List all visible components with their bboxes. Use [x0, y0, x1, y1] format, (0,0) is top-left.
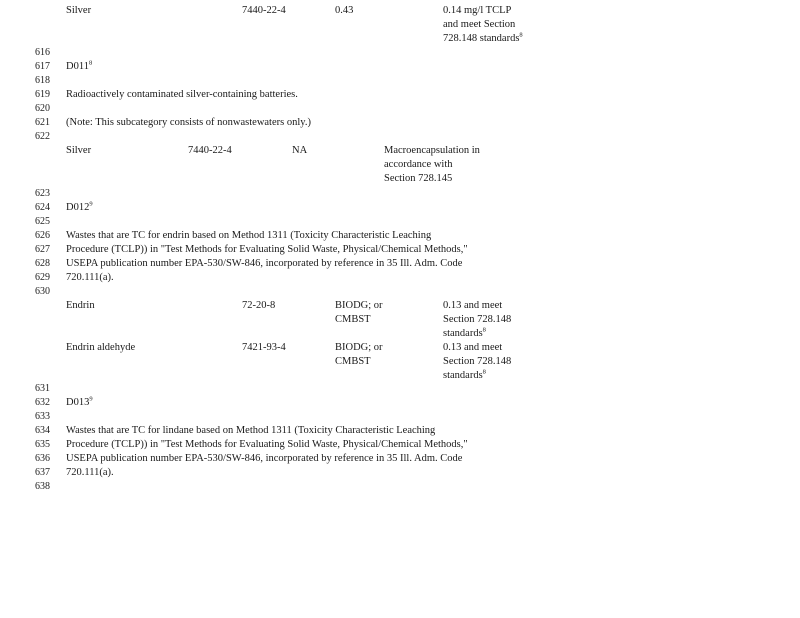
- line-number: 632: [35, 397, 50, 408]
- line-number: 634: [35, 425, 50, 436]
- footnote-ref: 8: [482, 368, 486, 376]
- nonwastewater-standard-line: Macroencapsulation in: [384, 145, 480, 156]
- waste-code-heading: [66, 395, 93, 409]
- nonwastewater-text: standards: [443, 370, 483, 381]
- waste-code: D011: [66, 61, 89, 72]
- nonwastewater-standard-line: and meet Section: [443, 19, 516, 30]
- line-number: 626: [35, 230, 50, 241]
- nonwastewater-standard-line: Section 728.145: [384, 173, 453, 184]
- constituent-name: Silver: [66, 5, 92, 16]
- nonwastewater-standard-line: 0.14 mg/l TCLP: [443, 5, 512, 16]
- nonwastewater-standard-line: [443, 368, 486, 382]
- line-number: 619: [35, 89, 50, 100]
- waste-code-heading: [66, 200, 93, 214]
- line-number: 622: [35, 131, 50, 142]
- constituent-name: Endrin aldehyde: [66, 342, 136, 353]
- line-number: 628: [35, 258, 50, 269]
- nonwastewater-standard-line: [443, 31, 523, 45]
- nonwastewater-standard-line: Section 728.148: [443, 356, 512, 367]
- nonwastewater-standard-line: Section 728.148: [443, 314, 512, 325]
- line-number: 631: [35, 383, 50, 394]
- line-number: 625: [35, 216, 50, 227]
- line-number: 623: [35, 188, 50, 199]
- waste-code: D012: [66, 202, 90, 213]
- line-number: 635: [35, 439, 50, 450]
- wastewater-standard-line: BIODG; or: [335, 342, 383, 353]
- wastewater-standard-line: BIODG; or: [335, 300, 383, 311]
- waste-description-line: 720.111(a).: [66, 272, 114, 283]
- footnote-ref: 8: [88, 59, 93, 67]
- constituent-name: Silver: [66, 145, 92, 156]
- waste-description-line: Procedure (TCLP)) in "Test Methods for Evaluating Solid Waste, Physical/Chemical Methods,": [66, 244, 468, 255]
- subcategory-note: (Note: This subcategory consists of nonwastewaters only.): [66, 117, 311, 128]
- line-number: 633: [35, 411, 50, 422]
- line-number: 618: [35, 75, 50, 86]
- wastewater-standard-line: CMBST: [335, 356, 371, 367]
- waste-description-line: 720.111(a).: [66, 467, 114, 478]
- line-number: 630: [35, 286, 50, 297]
- cas-number: 72-20-8: [242, 300, 276, 311]
- line-number: 638: [35, 481, 50, 492]
- nonwastewater-standard-line: [443, 326, 486, 340]
- footnote-ref: 8: [519, 31, 523, 39]
- line-number: 636: [35, 453, 50, 464]
- footnote-ref: 8: [482, 326, 486, 334]
- line-number: 621: [35, 117, 50, 128]
- line-number: 617: [35, 61, 50, 72]
- waste-description-line: Wastes that are TC for endrin based on Method 1311 (Toxicity Characteristic Leaching: [66, 230, 432, 241]
- waste-description-line: Wastes that are TC for lindane based on Method 1311 (Toxicity Characteristic Leaching: [66, 425, 436, 436]
- footnote-ref: 9: [89, 200, 93, 208]
- cas-number: 7421-93-4: [242, 342, 286, 353]
- line-number: 637: [35, 467, 50, 478]
- wastewater-standard: 0.43: [335, 5, 354, 16]
- wastewater-standard: NA: [292, 145, 308, 156]
- cas-number: 7440-22-4: [188, 145, 232, 156]
- waste-description-line: USEPA publication number EPA-530/SW-846, incorporated by reference in 35 Ill. Adm. Code: [66, 258, 463, 269]
- waste-description-line: USEPA publication number EPA-530/SW-846, incorporated by reference in 35 Ill. Adm. Code: [66, 453, 463, 464]
- line-number: 624: [35, 202, 50, 213]
- line-number: 616: [35, 47, 50, 58]
- line-number: 620: [35, 103, 50, 114]
- nonwastewater-standard-line: 0.13 and meet: [443, 342, 503, 353]
- line-number: 627: [35, 244, 50, 255]
- nonwastewater-standard-line: 0.13 and meet: [443, 300, 503, 311]
- waste-code: D013: [66, 397, 90, 408]
- footnote-ref: 9: [89, 395, 93, 403]
- waste-description-line: Procedure (TCLP)) in "Test Methods for Evaluating Solid Waste, Physical/Chemical Methods,": [66, 439, 468, 450]
- line-number: 629: [35, 272, 50, 283]
- nonwastewater-standard-line: accordance with: [384, 159, 453, 170]
- waste-code-heading: [66, 59, 93, 73]
- nonwastewater-text: 728.148 standards: [443, 33, 520, 44]
- nonwastewater-text: standards: [443, 328, 483, 339]
- wastewater-standard-line: CMBST: [335, 314, 371, 325]
- cas-number: 7440-22-4: [242, 5, 286, 16]
- constituent-name: Endrin: [66, 300, 95, 311]
- waste-description: Radioactively contaminated silver-containing batteries.: [66, 89, 298, 100]
